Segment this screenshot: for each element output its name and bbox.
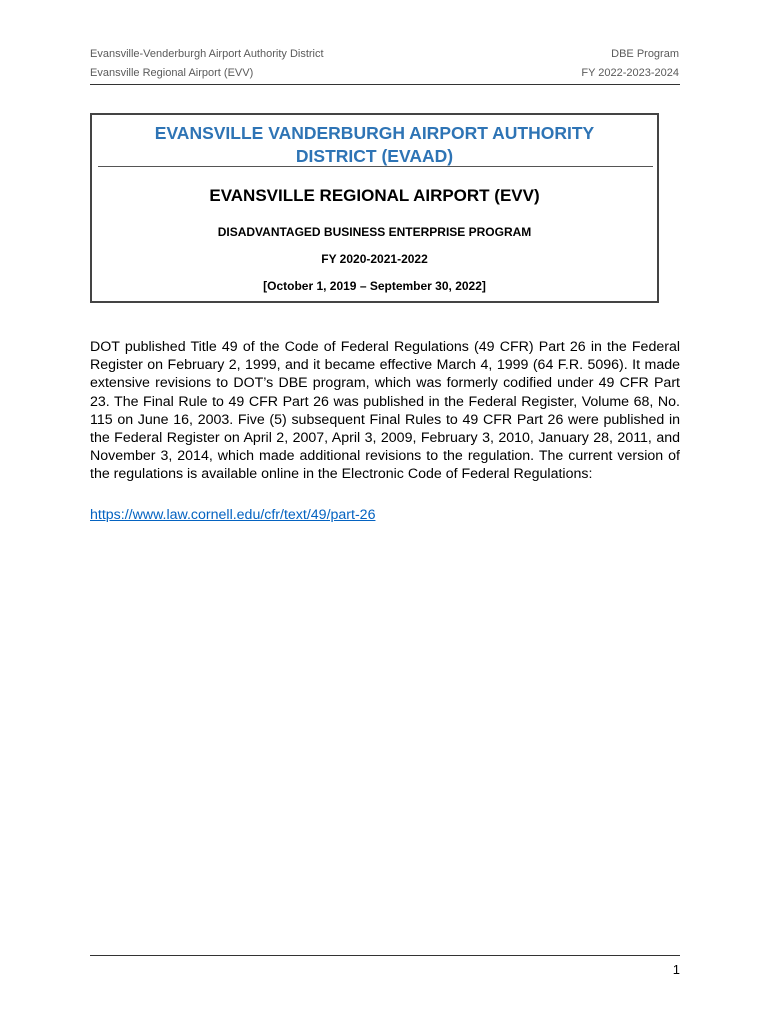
footer-divider [90, 955, 680, 956]
program-date-range: [October 1, 2019 – September 30, 2022] [263, 279, 486, 293]
header-divider [90, 84, 680, 85]
regulations-link[interactable]: https://www.law.cornell.edu/cfr/text/49/part-26 [90, 507, 376, 523]
title-box [90, 113, 659, 303]
header-program-name: DBE Program [611, 48, 679, 60]
title-underline [98, 166, 653, 167]
header-airport-name: Evansville Regional Airport (EVV) [90, 67, 254, 79]
header-authority-name: Evansville-Venderburgh Airport Authority District [90, 48, 324, 60]
program-fiscal-years: FY 2020-2021-2022 [321, 252, 428, 266]
document-title-line2: DISTRICT (EVAAD) [295, 146, 454, 166]
intro-paragraph: DOT published Title 49 of the Code of Federal Regulations (49 CFR) Part 26 in the Federal Register on February 2, 1999, and it became effective March 4, 1999 (64 F.R. 5096). It made extensive revisions to DOT’s DBE program, which was formerly codified under 49 CFR Part 23. The Final Rule to 49 CFR Part 26 was published in the Federal Register, Volume 68, No. 115 on June 16, 2003. Five (5) subsequent Final Rules to 49 CFR Part 26 were published in the Federal Register on April 2, 2007, April 3, 2009, February 3, 2010, January 28, 2011, and November 3, 2014, which made additional revisions to the regulation. The current version of the regulations is available online in the Electronic Code of Federal Regulations: [90, 339, 680, 483]
document-title-line1: EVANSVILLE VANDERBURGH AIRPORT AUTHORITY [154, 123, 595, 143]
page-number: 1 [672, 962, 680, 977]
program-name: DISADVANTAGED BUSINESS ENTERPRISE PROGRAM [217, 225, 532, 239]
document-subtitle: EVANSVILLE REGIONAL AIRPORT (EVV) [209, 186, 540, 205]
header-fiscal-years: FY 2022-2023-2024 [581, 67, 679, 79]
